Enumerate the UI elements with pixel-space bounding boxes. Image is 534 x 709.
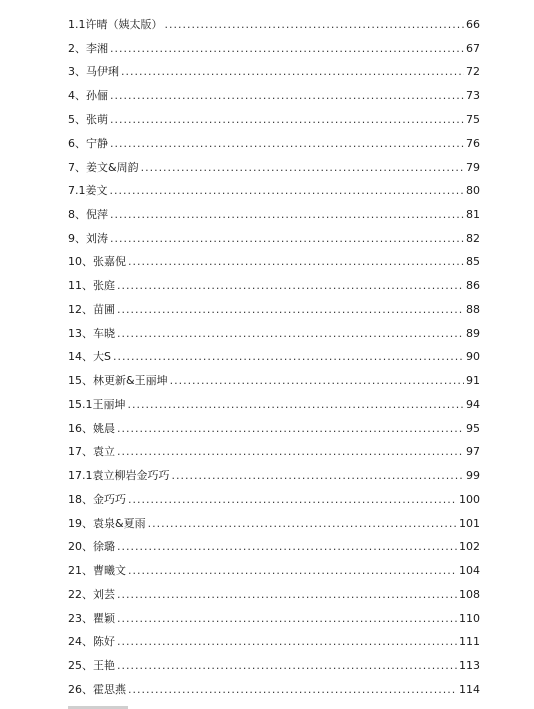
toc-entry[interactable] xyxy=(68,534,480,554)
toc-entry-title: 24、陈好 xyxy=(68,635,115,648)
toc-dot-leader xyxy=(110,137,464,151)
toc-page-number: 85 xyxy=(466,255,480,268)
toc-page-number: 76 xyxy=(466,137,480,150)
toc-entry[interactable] xyxy=(68,487,480,507)
toc-entry-title: 8、倪萍 xyxy=(68,208,108,221)
toc-entry-title: 25、王艳 xyxy=(68,659,115,672)
toc-entry[interactable] xyxy=(68,249,480,269)
toc-page-number: 100 xyxy=(459,493,480,506)
toc-page-number: 88 xyxy=(466,303,480,316)
toc-entry-title: 23、瞿颖 xyxy=(68,612,115,625)
toc-dot-leader xyxy=(141,161,464,175)
toc-entry-title: 5、张萌 xyxy=(68,113,108,126)
toc-entry[interactable] xyxy=(68,107,480,127)
toc-dot-leader xyxy=(148,517,457,531)
toc-entry[interactable] xyxy=(68,131,480,151)
toc-page-number: 66 xyxy=(466,18,480,31)
toc-page-number: 80 xyxy=(466,184,480,197)
toc-entry-title: 10、张嘉倪 xyxy=(68,255,126,268)
toc-dot-leader xyxy=(172,469,465,483)
toc-page-number: 111 xyxy=(459,635,480,648)
toc-page-number: 114 xyxy=(459,683,480,696)
toc-entry-title: 2、李湘 xyxy=(68,42,108,55)
toc-page-number: 81 xyxy=(466,208,480,221)
toc-entry[interactable] xyxy=(68,321,480,341)
toc-dot-leader xyxy=(165,18,465,32)
toc-entry[interactable] xyxy=(68,511,480,531)
toc-entry[interactable] xyxy=(68,83,480,103)
toc-page-number: 79 xyxy=(466,161,480,174)
toc-entry[interactable] xyxy=(68,582,480,602)
toc-page-number: 94 xyxy=(466,398,480,411)
toc-dot-leader xyxy=(121,65,464,79)
toc-entry[interactable] xyxy=(68,59,480,79)
toc-dot-leader xyxy=(117,540,457,554)
toc-entry-title: 19、袁泉&夏雨 xyxy=(68,517,146,530)
toc-entry[interactable] xyxy=(68,297,480,317)
toc-entry[interactable] xyxy=(68,344,480,364)
toc-page-number: 110 xyxy=(459,612,480,625)
toc-entry[interactable] xyxy=(68,439,480,459)
toc-dot-leader xyxy=(110,184,465,198)
toc-entry[interactable] xyxy=(68,629,480,649)
toc-page-number: 108 xyxy=(459,588,480,601)
toc-dot-leader xyxy=(117,445,464,459)
toc-entry[interactable] xyxy=(68,653,480,673)
toc-dot-leader xyxy=(110,113,464,127)
toc-entry[interactable] xyxy=(68,558,480,578)
toc-entry-title: 11、张庭 xyxy=(68,279,115,292)
toc-entry-title: 4、孙俪 xyxy=(68,89,108,102)
toc-page-number: 99 xyxy=(466,469,480,482)
toc-dot-leader xyxy=(113,350,464,364)
toc-page-number: 91 xyxy=(466,374,480,387)
toc-dot-leader xyxy=(128,683,457,697)
toc-page-number: 82 xyxy=(466,232,480,245)
toc-entry[interactable] xyxy=(68,36,480,56)
toc-entry[interactable] xyxy=(68,416,480,436)
toc-page-number: 95 xyxy=(466,422,480,435)
toc-page-number: 73 xyxy=(466,89,480,102)
toc-page-number: 90 xyxy=(466,350,480,363)
toc-entry[interactable] xyxy=(68,463,480,483)
toc-entry-title: 16、姚晨 xyxy=(68,422,115,435)
toc-entry-title: 20、徐璐 xyxy=(68,540,115,553)
toc-entry[interactable] xyxy=(68,677,480,697)
toc-dot-leader xyxy=(117,588,457,602)
toc-page-number: 86 xyxy=(466,279,480,292)
toc-entry[interactable] xyxy=(68,226,480,246)
toc-entry-title: 9、刘涛 xyxy=(68,232,108,245)
toc-entry[interactable] xyxy=(68,392,480,412)
toc-page-number: 89 xyxy=(466,327,480,340)
toc-page-number: 101 xyxy=(459,517,480,530)
toc-entry-title: 3、马伊琍 xyxy=(68,65,119,78)
toc-entry-title: 18、金巧巧 xyxy=(68,493,126,506)
toc-entry-title: 13、车晓 xyxy=(68,327,115,340)
toc-entry[interactable] xyxy=(68,606,480,626)
toc-dot-leader xyxy=(110,89,464,103)
toc-dot-leader xyxy=(110,42,464,56)
toc-entry-title: 15.1王丽坤 xyxy=(68,398,126,411)
toc-dot-leader xyxy=(128,398,465,412)
toc-entry-title: 22、刘芸 xyxy=(68,588,115,601)
toc-entry[interactable] xyxy=(68,12,480,32)
toc-entry[interactable] xyxy=(68,273,480,293)
toc-dot-leader xyxy=(117,303,464,317)
toc-entry-title: 14、大S xyxy=(68,350,111,363)
toc-page-number: 104 xyxy=(459,564,480,577)
toc-entry-title: 15、林更新&王丽坤 xyxy=(68,374,168,387)
toc-entry-title: 26、霍思燕 xyxy=(68,683,126,696)
toc-page-number: 102 xyxy=(459,540,480,553)
toc-entry-title: 17、袁立 xyxy=(68,445,115,458)
toc-dot-leader xyxy=(110,232,464,246)
toc-entry-title: 17.1袁立柳岩金巧巧 xyxy=(68,469,170,482)
toc-entry-title: 7.1姜文 xyxy=(68,184,108,197)
toc-entry-title: 7、姜文&周韵 xyxy=(68,161,139,174)
toc-dot-leader xyxy=(128,493,457,507)
toc-dot-leader xyxy=(170,374,464,388)
toc-entry[interactable] xyxy=(68,155,480,175)
toc-dot-leader xyxy=(128,255,464,269)
toc-dot-leader xyxy=(117,635,457,649)
toc-entry-title: 12、苗圃 xyxy=(68,303,115,316)
toc-dot-leader xyxy=(117,422,464,436)
toc-entry[interactable] xyxy=(68,178,480,198)
toc-entry[interactable] xyxy=(68,202,480,222)
toc-entry-title: 6、宁静 xyxy=(68,137,108,150)
toc-page-number: 97 xyxy=(466,445,480,458)
toc-dot-leader xyxy=(117,612,457,626)
toc-dot-leader xyxy=(117,279,464,293)
toc-entry[interactable] xyxy=(68,368,480,388)
clipped-next-entry xyxy=(68,703,128,709)
toc-dot-leader xyxy=(117,327,464,341)
toc-dot-leader xyxy=(117,659,457,673)
toc-page-number: 113 xyxy=(459,659,480,672)
toc-dot-leader xyxy=(110,208,464,222)
toc-page-number: 67 xyxy=(466,42,480,55)
toc-dot-leader xyxy=(128,564,457,578)
toc-page-number: 75 xyxy=(466,113,480,126)
toc-page-number: 72 xyxy=(466,65,480,78)
toc-entry-title: 21、曹曦文 xyxy=(68,564,126,577)
toc-entry-title: 1.1许晴（姨太版） xyxy=(68,18,163,31)
